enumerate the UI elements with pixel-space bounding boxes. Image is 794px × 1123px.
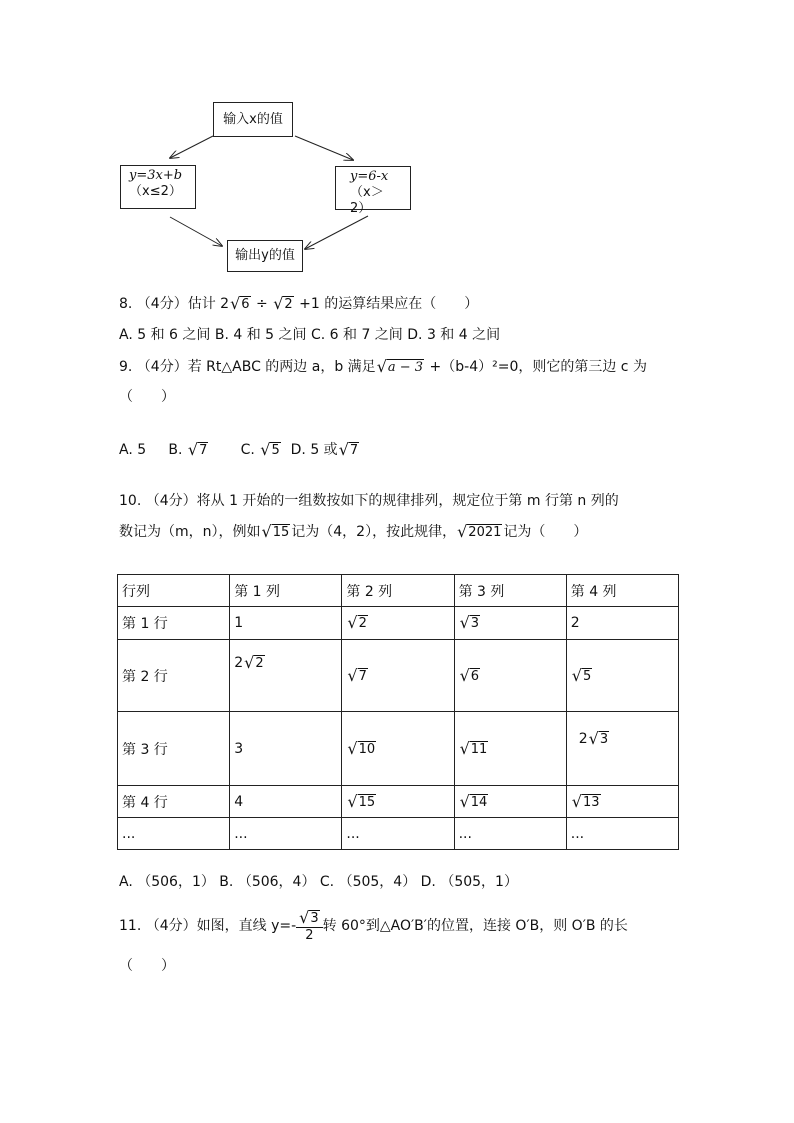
table-row: [118, 640, 679, 712]
table-cell: √ 2: [342, 607, 454, 640]
pattern-table: [117, 574, 679, 850]
sqrt-7: √ 7: [187, 440, 208, 459]
table-cell: 3: [230, 712, 342, 786]
q9-paren: （ ）: [119, 389, 175, 405]
table-cell: √ 7: [342, 640, 454, 712]
table-cell: √ 11: [454, 712, 566, 786]
row-label: ...: [118, 818, 230, 850]
sqrt-15: √ 15: [261, 522, 290, 541]
table-cell: 2 √ 3: [566, 712, 678, 786]
table-cell: 4: [230, 786, 342, 818]
sqrt-a-minus-3: √ a − 3: [376, 357, 424, 376]
header-cell: 第 2 列: [342, 575, 454, 607]
q9-options: A. 5 B. √ 7 C. √ 5 D. 5 或 √ 7: [119, 440, 359, 459]
arrow-to-right-box: [295, 136, 353, 160]
sqrt-5: √ 5: [260, 440, 280, 459]
table-cell: ...: [454, 818, 566, 850]
header-cell: 行列: [118, 575, 230, 607]
table-header-row: [118, 575, 679, 607]
flow-input-label: 输入x的值: [223, 111, 283, 127]
flow-right-box: [335, 166, 411, 216]
table-cell: 2 √ 2: [230, 640, 342, 712]
question-9: 9. （4分）若 Rt△ABC 的两边 a，b 满足 √ a − 3 +（b-4）²=0，则它的第三边 c 为: [119, 357, 647, 376]
question-10-line2: 数记为（m，n），例如 √ 15 记为（4，2），按此规律， √ 2021 记为（ ）: [119, 522, 588, 541]
sqrt-6: √ 6: [230, 294, 250, 313]
arrow-left-to-output: [170, 217, 222, 246]
header-cell: 第 1 列: [230, 575, 342, 607]
table-cell: 1: [230, 607, 342, 640]
table-cell: √ 3: [454, 607, 566, 640]
header-cell: 第 3 列: [454, 575, 566, 607]
table-cell: ...: [566, 818, 678, 850]
sqrt-2: √ 2: [273, 294, 293, 313]
table-cell: ...: [342, 818, 454, 850]
row-label: 第 1 行: [118, 607, 230, 640]
right-condition: （x＞2）: [350, 185, 384, 216]
flow-output-box: [227, 240, 303, 272]
q11-paren: （ ）: [119, 958, 175, 974]
table-row: [118, 712, 679, 786]
table-cell: √ 13: [566, 786, 678, 818]
question-8: 8. （4分）估计 2 √ 6 ÷ √ 2 +1 的运算结果应在（ ）: [119, 294, 479, 313]
q9-text: 9. （4分）若 Rt△ABC 的两边 a，b 满足: [119, 359, 376, 375]
row-label: 第 3 行: [118, 712, 230, 786]
row-label: 第 2 行: [118, 640, 230, 712]
arrow-right-to-output: [305, 216, 368, 249]
question-11: 11. （4分）如图，直线 y=- √ 3 2 转 60°到△AO′B′的位置，连接 O′B，则 O′B 的长: [119, 908, 628, 943]
q8-options: A. 5 和 6 之间 B. 4 和 5 之间 C. 6 和 7 之间 D. 3 和 4 之间: [119, 327, 501, 343]
q10-options: A. （506，1） B. （506，4） C. （505，4） D. （505，1）: [119, 874, 518, 890]
sqrt-7-d: √ 7: [338, 440, 359, 459]
header-cell: 第 4 列: [566, 575, 678, 607]
table-cell: 2: [566, 607, 678, 640]
flowchart-arrows: [0, 0, 794, 300]
table-cell: √ 6: [454, 640, 566, 712]
arrow-to-left-box: [170, 136, 213, 158]
table-cell: √ 15: [342, 786, 454, 818]
flow-output-label: 输出y的值: [235, 248, 295, 263]
table-cell: ...: [230, 818, 342, 850]
fraction-sqrt3-over-2: √ 3 2: [296, 909, 322, 943]
flow-input-box: [213, 102, 293, 137]
right-formula: y=6-x: [350, 169, 389, 184]
table-row: [118, 786, 679, 818]
row-label: 第 4 行: [118, 786, 230, 818]
sqrt-2021: √ 2021: [457, 522, 502, 541]
left-condition: （x≤2）: [129, 184, 182, 199]
table-row: [118, 607, 679, 640]
table-row: [118, 818, 679, 850]
table-cell: √ 14: [454, 786, 566, 818]
flow-left-box: [120, 165, 196, 209]
table-cell: √ 10: [342, 712, 454, 786]
table-cell: √ 5: [566, 640, 678, 712]
question-10: 10. （4分）将从 1 开始的一组数按如下的规律排列，规定位于第 m 行第 n 列的: [119, 493, 619, 509]
q8-text: 8. （4分）估计 2: [119, 296, 230, 312]
left-formula: y=3x+b: [129, 168, 183, 183]
